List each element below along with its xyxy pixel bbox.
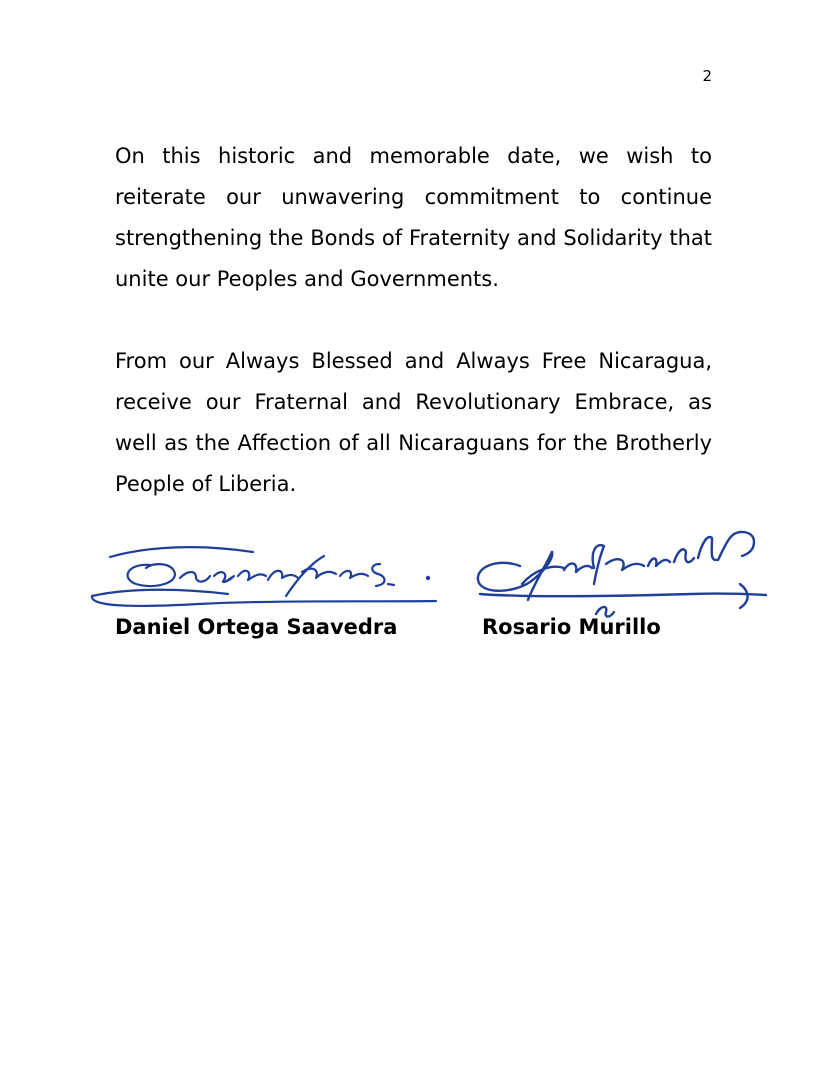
signature-dot: [426, 576, 430, 580]
paragraph-embrace: From our Always Blessed and Always Free Nicaragua, receive our Fraternal and Revolutionary Embrace, as well as the Affection of all Nicaraguans for the Brotherly People of Liberia.: [115, 349, 712, 496]
signature-daniel-ortega: [88, 538, 440, 610]
page-number: 2: [702, 67, 712, 85]
paragraph-commitment: On this historic and memorable date, we wish to reiterate our unwavering commitment to continue strengthening the Bonds of Fraternity and Solidarity that unite our Peoples and Governments.: [115, 144, 712, 291]
signatory-name-rosario-murillo: Rosario Murillo: [482, 615, 661, 639]
signatory-name-daniel-ortega: Daniel Ortega Saavedra: [115, 615, 398, 639]
